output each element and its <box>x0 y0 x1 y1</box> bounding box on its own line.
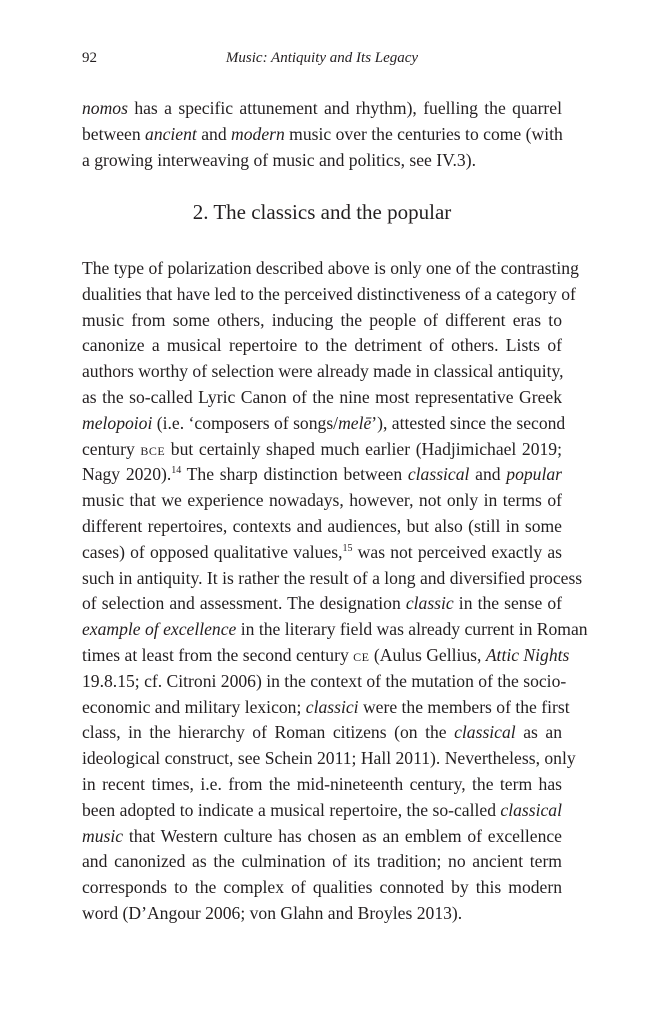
text-run: has a specific attunement and rhythm), fuelling the quarrel <box>127 98 562 118</box>
text-line: and canonized as the culmination of its tradition; no ancient term <box>82 851 562 872</box>
footnote-marker[interactable]: 14 <box>171 465 182 477</box>
text-line: ideological construct, see Schein 2011; Hall 2011). Nevertheless, only <box>82 748 576 769</box>
text-line: corresponds to the complex of qualities connoted by this modern <box>82 877 562 898</box>
text-line: authors worthy of selection were already made in classical antiquity, <box>82 361 564 382</box>
section-heading: 2. The classics and the popular <box>192 200 452 224</box>
italic-term: ancient <box>145 123 197 144</box>
italic-term: melopoioi <box>82 412 153 433</box>
text-line <box>82 122 562 148</box>
text-run: century <box>82 438 141 459</box>
text-line: 19.8.15; cf. Citroni 2006) in the context of the mutation of the socio- <box>82 670 567 691</box>
text-run: times at least from the second century <box>82 644 354 665</box>
text-run: (Aulus Gellius, <box>369 644 486 665</box>
text-line <box>82 617 588 643</box>
text-line: dualities that have led to the perceived distinctiveness of a category of <box>82 283 576 304</box>
text-run: The sharp distinction between <box>181 464 408 485</box>
footnote-marker[interactable]: 15 <box>342 542 353 554</box>
text-line <box>82 540 562 566</box>
text-line <box>82 411 566 437</box>
text-run: and <box>469 464 507 485</box>
text-line: music from some others, inducing the people of different eras to <box>82 309 562 330</box>
text-line: a growing interweaving of music and politics, see IV.3). <box>82 149 476 170</box>
text-line: word (D’Angour 2006; von Glahn and Broyles 2013). <box>82 902 463 923</box>
text-run: as an <box>515 722 563 743</box>
italic-term: classici <box>305 696 359 717</box>
paragraph-main <box>82 256 588 927</box>
italic-term: Attic Nights <box>485 644 570 665</box>
text-line: music that we experience nowadays, however, not only in terms of <box>82 490 562 511</box>
text-run: music over the centuries to come (with <box>284 123 563 144</box>
text-run: ’), attested since the second <box>371 412 566 433</box>
text-line: different repertoires, contexts and audiences, but also (still in some <box>82 515 562 536</box>
text-run: that Western culture has chosen as an emblem of excellence <box>123 825 562 846</box>
italic-term: classical <box>500 799 562 820</box>
text-line: as the so-called Lyric Canon of the nine most representative Greek <box>82 386 562 407</box>
text-run: been adopted to indicate a musical repertoire, the so-called <box>82 799 501 820</box>
text-line: in recent times, i.e. from the mid-nineteenth century, the term has <box>82 773 562 794</box>
italic-term: classical <box>407 464 470 485</box>
text-run: class, in the hierarchy of Roman citizens (on the <box>82 722 455 743</box>
text-line <box>82 462 562 488</box>
text-line: such in antiquity. It is rather the result of a long and diversified process <box>82 567 583 588</box>
text-run: between <box>82 123 146 144</box>
text-run: in the literary field was already current in Roman <box>236 619 588 640</box>
era-abbreviation: ce <box>353 644 370 665</box>
text-line <box>82 96 562 122</box>
text-line <box>82 591 562 617</box>
text-run: (i.e. ‘composers of songs/ <box>152 412 339 433</box>
era-abbreviation: bce <box>140 438 166 459</box>
italic-term: melē <box>338 412 372 433</box>
text-line <box>82 824 562 850</box>
text-run: Nagy 2020). <box>82 464 172 485</box>
text-run: in the sense of <box>453 593 562 614</box>
running-head <box>82 50 562 72</box>
italic-term: music <box>82 825 124 846</box>
text-line: canonize a musical repertoire to the detriment of others. Lists of <box>82 335 562 356</box>
text-line <box>82 720 562 746</box>
italic-term: modern <box>231 123 285 144</box>
text-run: but certainly shaped much earlier (Hadjimichael 2019; <box>165 438 562 459</box>
text-line <box>82 437 562 463</box>
text-run: was not perceived exactly as <box>352 541 562 562</box>
paragraph-intro <box>82 96 562 173</box>
text-run: cases) of opposed qualitative values, <box>82 541 343 562</box>
page-number: 92 <box>82 50 97 66</box>
running-title: Music: Antiquity and Its Legacy <box>225 50 419 66</box>
italic-term: classical <box>454 722 516 743</box>
italic-term: example of excellence <box>82 619 237 640</box>
text-line <box>82 695 570 721</box>
text-run: economic and military lexicon; <box>82 696 306 717</box>
text-line <box>82 798 562 824</box>
text-line <box>82 643 570 669</box>
text-run: of selection and assessment. The designation <box>82 593 406 614</box>
text-run: and <box>196 123 232 144</box>
text-line: The type of polarization described above is only one of the contrasting <box>82 258 579 278</box>
italic-term: classic <box>405 593 454 614</box>
italic-term: popular <box>506 464 562 485</box>
italic-term: nomos <box>82 98 128 118</box>
text-run: were the members of the first <box>358 696 570 717</box>
